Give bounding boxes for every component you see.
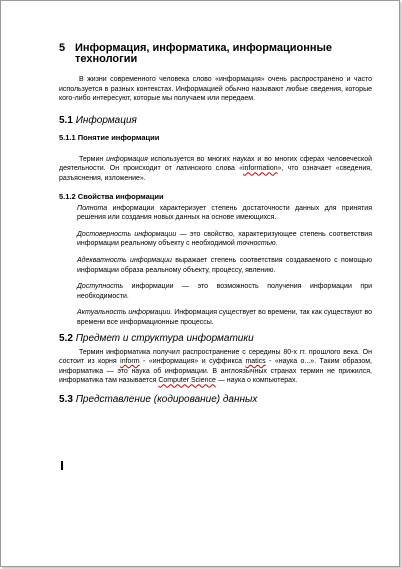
- subsection-title: Понятие информации: [77, 132, 160, 142]
- subsection-title: Свойства информации: [77, 191, 164, 201]
- spellcheck-word: Computer Science: [158, 377, 216, 385]
- list-item: [77, 308, 372, 327]
- property-text: информации характеризует степень достаточности данных для принятия решения или создания новых данных на основе имеющихся.: [77, 204, 372, 222]
- text-run: Термин: [79, 155, 107, 163]
- property-term: Доступность: [77, 283, 124, 291]
- text-run: - «наука о...». Таким образом, информатика — это наука об информации. В англоязычных странах термин не прижился, информатика там называется: [59, 358, 372, 385]
- chapter-number: 5: [59, 42, 66, 54]
- property-term: Актуальность информации.: [77, 309, 173, 317]
- properties-list: [77, 204, 372, 328]
- term-emphasis: информация: [106, 155, 148, 163]
- chapter-title: Информация, информатика, информационные технологии: [75, 42, 332, 65]
- chapter-heading: [59, 43, 372, 65]
- section-number: 5.3: [59, 393, 73, 405]
- list-item: [77, 256, 372, 275]
- list-item: [77, 204, 372, 223]
- informatics-paragraph: [59, 348, 372, 386]
- section-title: Информация: [75, 114, 137, 126]
- property-text: Информация существует во времени, так как существуют во времени все информационные процессы.: [77, 309, 373, 326]
- property-text: информации — это возможность получения информации при необходимости.: [77, 283, 372, 300]
- text-run: — наука о компьютерах.: [215, 377, 298, 385]
- page-content: [59, 43, 372, 406]
- text-run: используется во многих науках и во многих сферах человеческой деятельности. Он происходит от латинского слова «: [59, 155, 372, 173]
- term-paragraph: [59, 155, 372, 184]
- property-emphasis: точностью.: [236, 240, 278, 248]
- section-heading-5-1: [59, 115, 372, 127]
- spellcheck-word: inform: [120, 358, 140, 366]
- section-heading-5-2: [59, 333, 372, 345]
- subsection-number: 5.1.2: [59, 191, 76, 201]
- spellcheck-word: information: [242, 165, 278, 173]
- text-cursor[interactable]: [61, 461, 63, 470]
- section-heading-5-3: [59, 394, 372, 406]
- list-item: [77, 282, 372, 301]
- subsection-heading-5-1-2: [59, 192, 372, 202]
- property-term: Достоверность информации: [77, 230, 177, 238]
- section-title: Предмет и структура информатики: [75, 332, 254, 344]
- subsection-heading-5-1-1: [59, 133, 372, 143]
- list-item: [77, 230, 372, 249]
- section-title: Представление (кодирование) данных: [75, 393, 258, 405]
- property-text: — это свойство, характеризующее степень соответствия информации реальному объекту с необходимой: [77, 230, 372, 248]
- section-number: 5.2: [59, 332, 73, 344]
- text-run: », что означает «сведения, разъяснения, изложение».: [59, 165, 373, 182]
- intro-paragraph: В жизни современного человека слово «информация» очень распространено и часто используется в разных контекстах. Информацией обычно называют любые сведения, которые кого-либо интересуют, которые мы получаем или передаем.: [59, 76, 372, 103]
- spellcheck-word: matics: [245, 358, 266, 366]
- text-run: Термин информатика получил распространение с середины 80-х гг. прошлого века. Он состоит из корня: [59, 348, 372, 366]
- subsection-number: 5.1.1: [59, 132, 76, 142]
- property-term: Адекватность информации: [77, 256, 172, 264]
- property-text: выражает степень соответствия создаваемого с помощью информации образа реальному объекту, процессу, явлению.: [77, 256, 372, 274]
- text-run: - «информация» и суффикса: [139, 358, 246, 366]
- property-term: Полнота: [77, 204, 108, 212]
- section-number: 5.1: [59, 114, 73, 126]
